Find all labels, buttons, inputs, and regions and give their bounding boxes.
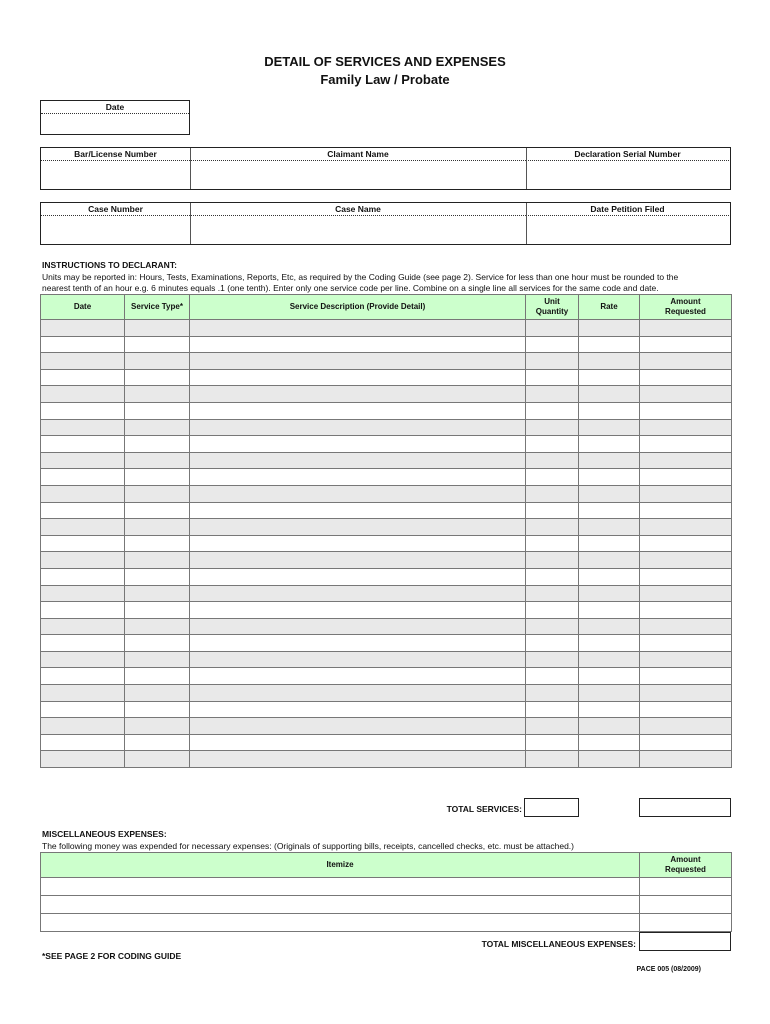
date-label: Date <box>41 101 189 114</box>
unit-quantity-cell[interactable] <box>526 386 579 403</box>
service-row <box>41 618 732 635</box>
amount-cell[interactable] <box>640 701 732 718</box>
description-cell[interactable] <box>190 751 526 768</box>
date-cell[interactable] <box>41 602 125 619</box>
description-cell[interactable] <box>190 701 526 718</box>
amount-cell[interactable] <box>640 452 732 469</box>
unit-quantity-cell[interactable] <box>526 635 579 652</box>
amount-cell[interactable] <box>640 685 732 702</box>
description-cell[interactable] <box>190 535 526 552</box>
unit-quantity-cell[interactable] <box>526 618 579 635</box>
rate-cell[interactable] <box>579 552 640 569</box>
rate-cell[interactable] <box>579 386 640 403</box>
description-cell[interactable] <box>190 419 526 436</box>
col-description-header: Service Description (Provide Detail) <box>190 295 526 320</box>
service-row <box>41 701 732 718</box>
description-cell[interactable] <box>190 452 526 469</box>
service-type-cell[interactable] <box>125 402 190 419</box>
col-unit-quantity-header: Unit Quantity <box>526 295 579 320</box>
service-type-cell[interactable] <box>125 635 190 652</box>
description-cell[interactable] <box>190 668 526 685</box>
description-cell[interactable] <box>190 336 526 353</box>
col-date-header: Date <box>41 295 125 320</box>
service-row <box>41 369 732 386</box>
misc-row <box>41 896 732 914</box>
rate-cell[interactable] <box>579 369 640 386</box>
date-cell[interactable] <box>41 336 125 353</box>
unit-quantity-cell[interactable] <box>526 402 579 419</box>
description-cell[interactable] <box>190 320 526 337</box>
rate-cell[interactable] <box>579 353 640 370</box>
description-cell[interactable] <box>190 585 526 602</box>
unit-quantity-cell[interactable] <box>526 452 579 469</box>
amount-cell[interactable] <box>640 618 732 635</box>
service-type-cell[interactable] <box>125 718 190 735</box>
date-cell[interactable] <box>41 519 125 536</box>
unit-quantity-cell[interactable] <box>526 519 579 536</box>
date-cell[interactable] <box>41 585 125 602</box>
amount-cell[interactable] <box>640 552 732 569</box>
misc-row <box>41 878 732 896</box>
service-row <box>41 402 732 419</box>
declaration-serial-field[interactable] <box>527 162 730 189</box>
total-services-amount-field[interactable] <box>639 798 731 817</box>
service-type-cell[interactable] <box>125 618 190 635</box>
date-cell[interactable] <box>41 568 125 585</box>
date-cell[interactable] <box>41 651 125 668</box>
service-row <box>41 585 732 602</box>
service-type-cell[interactable] <box>125 419 190 436</box>
service-type-cell[interactable] <box>125 734 190 751</box>
service-row <box>41 386 732 403</box>
col-service-type-header: Service Type* <box>125 295 190 320</box>
case-number-label: Case Number <box>41 203 190 216</box>
instructions-line-1: Units may be reported in: Hours, Tests, Examinations, Reports, Etc, as required by the Coding Guide (see page 2). Service for less than one hour must be rounded to the <box>42 272 679 282</box>
description-cell[interactable] <box>190 602 526 619</box>
rate-cell[interactable] <box>579 685 640 702</box>
date-cell[interactable] <box>41 751 125 768</box>
service-row <box>41 485 732 502</box>
amount-cell[interactable] <box>640 353 732 370</box>
rate-cell[interactable] <box>579 502 640 519</box>
date-cell[interactable] <box>41 718 125 735</box>
unit-quantity-cell[interactable] <box>526 436 579 453</box>
amount-cell[interactable] <box>640 519 732 536</box>
service-type-cell[interactable] <box>125 585 190 602</box>
amount-cell[interactable] <box>640 436 732 453</box>
date-cell[interactable] <box>41 402 125 419</box>
rate-cell[interactable] <box>579 585 640 602</box>
service-type-cell[interactable] <box>125 651 190 668</box>
rate-cell[interactable] <box>579 452 640 469</box>
amount-cell[interactable] <box>640 585 732 602</box>
service-row <box>41 519 732 536</box>
service-type-cell[interactable] <box>125 502 190 519</box>
info-row-1 <box>40 147 731 190</box>
col-itemize-header: Itemize <box>41 853 640 878</box>
rate-cell[interactable] <box>579 419 640 436</box>
unit-quantity-cell[interactable] <box>526 552 579 569</box>
service-type-cell[interactable] <box>125 552 190 569</box>
itemize-cell[interactable] <box>41 896 640 914</box>
service-row <box>41 502 732 519</box>
misc-table <box>40 852 732 932</box>
description-cell[interactable] <box>190 402 526 419</box>
service-row <box>41 602 732 619</box>
amount-cell[interactable] <box>640 635 732 652</box>
service-type-cell[interactable] <box>125 519 190 536</box>
service-row <box>41 552 732 569</box>
service-row <box>41 419 732 436</box>
unit-quantity-cell[interactable] <box>526 651 579 668</box>
form-subtitle: Family Law / Probate <box>320 72 450 87</box>
service-row <box>41 651 732 668</box>
date-cell[interactable] <box>41 485 125 502</box>
description-cell[interactable] <box>190 734 526 751</box>
description-cell[interactable] <box>190 485 526 502</box>
amount-cell[interactable] <box>640 485 732 502</box>
misc-amount-cell[interactable] <box>640 896 732 914</box>
date-cell[interactable] <box>41 535 125 552</box>
service-row <box>41 718 732 735</box>
amount-cell[interactable] <box>640 336 732 353</box>
amount-cell[interactable] <box>640 668 732 685</box>
service-row <box>41 685 732 702</box>
amount-cell[interactable] <box>640 535 732 552</box>
amount-cell[interactable] <box>640 602 732 619</box>
date-cell[interactable] <box>41 436 125 453</box>
service-row <box>41 635 732 652</box>
service-row <box>41 734 732 751</box>
amount-cell[interactable] <box>640 402 732 419</box>
service-type-cell[interactable] <box>125 469 190 486</box>
bar-license-field[interactable] <box>41 162 190 189</box>
info-row-2 <box>40 202 731 245</box>
service-type-cell[interactable] <box>125 751 190 768</box>
unit-quantity-cell[interactable] <box>526 469 579 486</box>
date-field[interactable] <box>41 115 189 134</box>
unit-quantity-cell[interactable] <box>526 336 579 353</box>
case-number-field[interactable] <box>41 217 190 244</box>
service-type-cell[interactable] <box>125 320 190 337</box>
service-type-cell[interactable] <box>125 336 190 353</box>
amount-cell[interactable] <box>640 751 732 768</box>
date-cell[interactable] <box>41 552 125 569</box>
misc-amount-cell[interactable] <box>640 914 732 932</box>
rate-cell[interactable] <box>579 402 640 419</box>
rate-cell[interactable] <box>579 535 640 552</box>
date-cell[interactable] <box>41 320 125 337</box>
rate-cell[interactable] <box>579 519 640 536</box>
rate-cell[interactable] <box>579 320 640 337</box>
service-row <box>41 751 732 768</box>
unit-quantity-cell[interactable] <box>526 701 579 718</box>
service-type-cell[interactable] <box>125 568 190 585</box>
rate-cell[interactable] <box>579 602 640 619</box>
see-page-note: *SEE PAGE 2 FOR CODING GUIDE <box>42 951 182 961</box>
rate-cell[interactable] <box>579 469 640 486</box>
rate-cell[interactable] <box>579 668 640 685</box>
rate-cell[interactable] <box>579 485 640 502</box>
date-cell[interactable] <box>41 502 125 519</box>
service-type-cell[interactable] <box>125 685 190 702</box>
description-cell[interactable] <box>190 618 526 635</box>
service-type-cell[interactable] <box>125 485 190 502</box>
service-type-cell[interactable] <box>125 369 190 386</box>
amount-cell[interactable] <box>640 718 732 735</box>
misc-heading: MISCELLANEOUS EXPENSES: <box>42 829 167 839</box>
service-row <box>41 535 732 552</box>
misc-header-row <box>41 853 732 878</box>
total-units-field[interactable] <box>524 798 579 817</box>
amount-cell[interactable] <box>640 469 732 486</box>
description-cell[interactable] <box>190 552 526 569</box>
col-amount-header: Amount Requested <box>640 295 732 320</box>
unit-quantity-cell[interactable] <box>526 485 579 502</box>
unit-quantity-cell[interactable] <box>526 734 579 751</box>
col-rate-header: Rate <box>579 295 640 320</box>
rate-cell[interactable] <box>579 618 640 635</box>
date-cell[interactable] <box>41 469 125 486</box>
description-cell[interactable] <box>190 519 526 536</box>
misc-note: The following money was expended for necessary expenses: (Originals of supporting bills, receipts, cancelled checks, etc. must be attached.) <box>42 841 574 851</box>
unit-quantity-cell[interactable] <box>526 568 579 585</box>
description-cell[interactable] <box>190 685 526 702</box>
date-petition-field[interactable] <box>527 217 730 244</box>
col-misc-amount-header: Amount Requested <box>640 853 732 878</box>
declaration-serial-label: Declaration Serial Number <box>526 148 729 161</box>
case-name-field[interactable] <box>191 217 526 244</box>
description-cell[interactable] <box>190 369 526 386</box>
service-row <box>41 668 732 685</box>
date-cell[interactable] <box>41 452 125 469</box>
date-cell[interactable] <box>41 701 125 718</box>
description-cell[interactable] <box>190 651 526 668</box>
unit-quantity-cell[interactable] <box>526 353 579 370</box>
service-type-cell[interactable] <box>125 535 190 552</box>
date-cell[interactable] <box>41 386 125 403</box>
date-cell[interactable] <box>41 419 125 436</box>
rate-cell[interactable] <box>579 651 640 668</box>
description-cell[interactable] <box>190 469 526 486</box>
service-row <box>41 469 732 486</box>
unit-quantity-cell[interactable] <box>526 751 579 768</box>
unit-quantity-cell[interactable] <box>526 502 579 519</box>
rate-cell[interactable] <box>579 701 640 718</box>
description-cell[interactable] <box>190 568 526 585</box>
service-row <box>41 353 732 370</box>
rate-cell[interactable] <box>579 635 640 652</box>
description-cell[interactable] <box>190 353 526 370</box>
date-petition-label: Date Petition Filed <box>526 203 729 216</box>
rate-cell[interactable] <box>579 734 640 751</box>
rate-cell[interactable] <box>579 718 640 735</box>
amount-cell[interactable] <box>640 734 732 751</box>
total-misc-label: TOTAL MISCELLANEOUS EXPENSES: <box>481 939 636 949</box>
unit-quantity-cell[interactable] <box>526 320 579 337</box>
unit-quantity-cell[interactable] <box>526 535 579 552</box>
instructions-heading: INSTRUCTIONS TO DECLARANT: <box>42 260 177 270</box>
case-name-label: Case Name <box>190 203 526 216</box>
amount-cell[interactable] <box>640 320 732 337</box>
misc-amount-cell[interactable] <box>640 878 732 896</box>
amount-cell[interactable] <box>640 369 732 386</box>
rate-cell[interactable] <box>579 568 640 585</box>
service-row <box>41 568 732 585</box>
unit-quantity-cell[interactable] <box>526 668 579 685</box>
date-cell[interactable] <box>41 668 125 685</box>
date-cell[interactable] <box>41 618 125 635</box>
date-cell[interactable] <box>41 685 125 702</box>
date-cell[interactable] <box>41 353 125 370</box>
description-cell[interactable] <box>190 436 526 453</box>
amount-cell[interactable] <box>640 386 732 403</box>
description-cell[interactable] <box>190 718 526 735</box>
claimant-name-field[interactable] <box>191 162 526 189</box>
instructions-line-2: nearest tenth of an hour e.g. 6 minutes equals .1 (one tenth). Enter only one service code per line. Combine on a single line all services for the same code and date. <box>42 283 659 293</box>
unit-quantity-cell[interactable] <box>526 685 579 702</box>
description-cell[interactable] <box>190 502 526 519</box>
total-services-label: TOTAL SERVICES: <box>446 804 522 814</box>
description-cell[interactable] <box>190 386 526 403</box>
itemize-cell[interactable] <box>41 878 640 896</box>
description-cell[interactable] <box>190 635 526 652</box>
unit-quantity-cell[interactable] <box>526 419 579 436</box>
claimant-name-label: Claimant Name <box>190 148 526 161</box>
services-header-row <box>41 295 732 320</box>
service-type-cell[interactable] <box>125 436 190 453</box>
unit-quantity-cell[interactable] <box>526 718 579 735</box>
total-misc-amount-field[interactable] <box>639 932 731 951</box>
service-type-cell[interactable] <box>125 353 190 370</box>
date-cell[interactable] <box>41 734 125 751</box>
rate-cell[interactable] <box>579 751 640 768</box>
service-row <box>41 452 732 469</box>
misc-row <box>41 914 732 932</box>
amount-cell[interactable] <box>640 568 732 585</box>
service-type-cell[interactable] <box>125 668 190 685</box>
date-cell[interactable] <box>41 369 125 386</box>
service-type-cell[interactable] <box>125 602 190 619</box>
unit-quantity-cell[interactable] <box>526 602 579 619</box>
service-row <box>41 336 732 353</box>
form-id: PACE 005 (08/2009) <box>636 966 701 973</box>
rate-cell[interactable] <box>579 336 640 353</box>
unit-quantity-cell[interactable] <box>526 585 579 602</box>
service-type-cell[interactable] <box>125 701 190 718</box>
rate-cell[interactable] <box>579 436 640 453</box>
service-row <box>41 436 732 453</box>
services-table <box>40 294 732 768</box>
service-row <box>41 320 732 337</box>
amount-cell[interactable] <box>640 651 732 668</box>
itemize-cell[interactable] <box>41 914 640 932</box>
date-cell[interactable] <box>41 635 125 652</box>
form-title: DETAIL OF SERVICES AND EXPENSES <box>264 54 506 69</box>
date-box <box>40 100 190 135</box>
amount-cell[interactable] <box>640 502 732 519</box>
amount-cell[interactable] <box>640 419 732 436</box>
service-type-cell[interactable] <box>125 452 190 469</box>
service-type-cell[interactable] <box>125 386 190 403</box>
bar-license-label: Bar/License Number <box>41 148 190 161</box>
unit-quantity-cell[interactable] <box>526 369 579 386</box>
